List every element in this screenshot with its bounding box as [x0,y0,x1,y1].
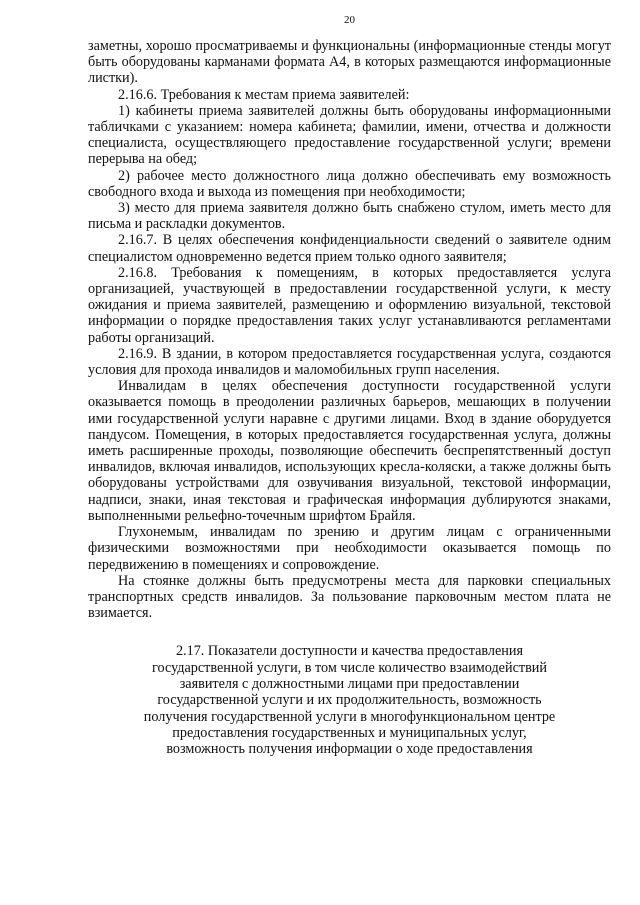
paragraph-item-1: 1) кабинеты приема заявителей должны быть оборудованы информационными табличками с указанием: номера кабинета; фамилии, имени, отчества и должности специалиста, осуществляющего предоставление государственной услуги; времени перерыва на обед; [88,102,611,168]
paragraph-2-16-6: 2.16.6. Требования к местам приема заявителей: [118,86,410,103]
paragraph-item-2: 2) рабочее место должностного лица должно обеспечивать ему возможность свободного входа и выхода из помещения при необходимости; [88,167,611,200]
paragraph-item-3: 3) место для приема заявителя должно быть снабжено стулом, иметь место для письма и раскладки документов. [88,200,611,233]
paragraph-2-16-9: 2.16.9. В здании, в котором предоставляется государственная услуга, создаются условия для прохода инвалидов и маломобильных групп населения. [88,345,611,379]
paragraph-deaf-blind-assistance: Глухонемым, инвалидам по зрению и другим лицам с ограниченными физическими возможностями при необходимости оказывается помощь по передвижению в помещениях и сопровождение. [88,524,611,573]
page-number: 20 [344,14,355,26]
body-text [88,38,611,621]
section-heading-2-17: 2.17. Показатели доступности и качества предоставления государственной услуги, в том числе количество взаимодействий заявителя с должностными лицами при предоставлении государственной услуги и их продолжительность, возможность получения государственной услуги в многофункциональном центре предоставления государственных и муниципальных услуг, возможность получения информации о ходе предоставления [143,643,556,758]
paragraph-display-requirements: заметны, хорошо просматриваемы и функциональны (информационные стенды могут быть оборудованы карманами формата А4, в которых размещаются информационные листки). [88,38,611,87]
document-page [88,14,611,757]
paragraph-2-16-8: 2.16.8. Требования к помещениям, в которых предоставляется услуга организацией, участвующей в предоставлении государственной услуги, к месту ожидания и приема заявителей, размещению и оформлению визуальной, текстовой информации о порядке предоставления таких услуг устанавливаются регламентами работы организаций. [88,264,611,346]
paragraph-parking: На стоянке должны быть предусмотрены места для парковки специальных транспортных средств инвалидов. За пользование парковочным местом плата не взимается. [88,572,611,622]
paragraph-disabled-assistance: Инвалидам в целях обеспечения доступности государственной услуги оказывается помощь в преодолении различных барьеров, мешающих в получении ими государственной услуги наравне с другими лицами. Вход в здание оборудуется пандусом. Помещения, в которых предоставляется государственная услуга, должны иметь расширенные проходы, позволяющие обеспечить беспрепятственный доступ инвалидов, включая инвалидов, использующих кресла-коляски, а также должны быть оборудованы устройствами для озвучивания визуальной, текстовой информации, надписи, знаки, иная текстовая и графическая информация дублируются знаками, выполненными рельефно-точечным шрифтом Брайля. [88,378,611,524]
paragraph-2-16-7: 2.16.7. В целях обеспечения конфиденциальности сведений о заявителе одним специалистом одновременно ведется прием только одного заявителя; [88,232,611,265]
